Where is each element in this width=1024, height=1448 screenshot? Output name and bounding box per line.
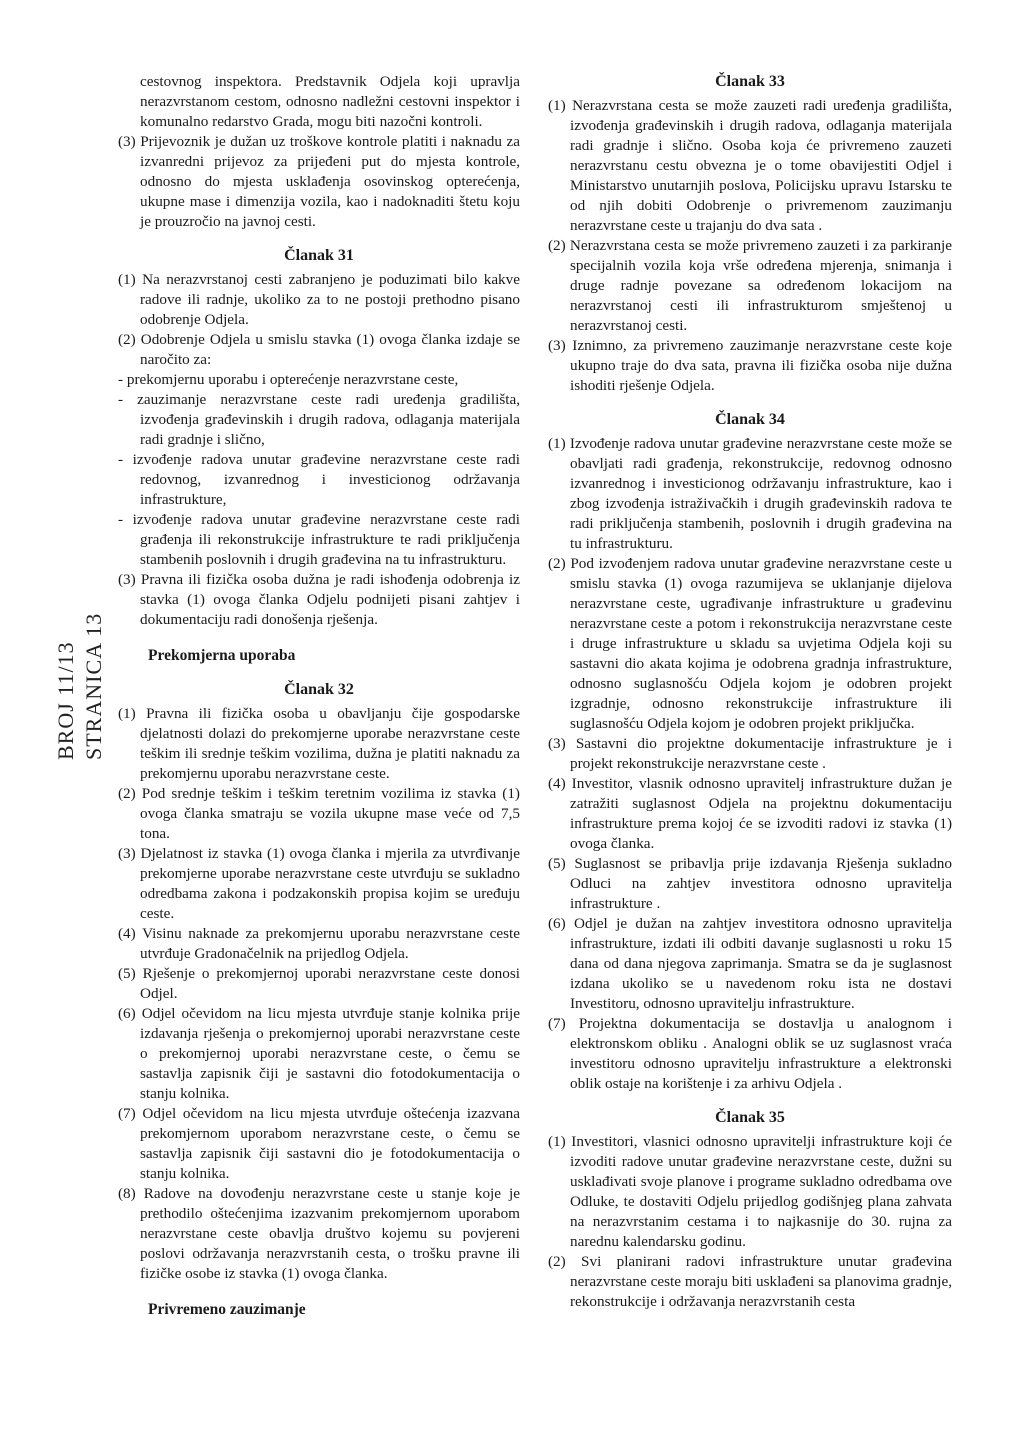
paragraph: (1) Nerazvrstana cesta se može zauzeti radi uređenja gradilišta, izvođenja građevinskih i drugih radova, odlaganja materijala radi gradnje i slično. Osoba koja će privremeno zauzeti nerazvrstanu cestu obvezna je o tome obavijestiti Odjel i Ministarstvo unutarnjih poslova, Policijsku upravu Istarsku te od njih dobiti Odobrenje o privremenom zauzimanju nerazvrstane ceste u trajanju do dva sata . [548, 97, 952, 234]
article-heading: Članak 31 [284, 247, 354, 264]
paragraph: (6) Odjel očevidom na licu mjesta utvrđuje stanje kolnika prije izdavanja rješenja o prekomjernoj uporabi nerazvrstane ceste o prekomjernoj uporabi nerazvrstane ceste, o čemu se sastavlja zapisnik čiji je sastavni dio fotodokumentacija o stanju kolnika. [118, 1005, 520, 1102]
paragraph: (7) Odjel očevidom na licu mjesta utvrđuje oštećenja izazvana prekomjernom uporabom nerazvrstane ceste, o čemu se sastavlja zapisnik čiji sastavni dio je fotodokumentacija o stanju kolnika. [118, 1105, 520, 1182]
side-page-header [42, 612, 122, 760]
paragraph: (5) Rješenje o prekomjernoj uporabi nerazvrstane ceste donosi Odjel. [118, 965, 520, 1002]
paragraph: (2) Svi planirani radovi infrastrukture unutar građevina nerazvrstane ceste moraju biti usklađeni sa planovima gradnje, rekonstrukcije i održavanja nerazvrstanih cesta [548, 1253, 952, 1310]
article-heading: Članak 32 [284, 681, 354, 698]
article-heading: Članak 35 [715, 1109, 785, 1126]
left-column [118, 72, 520, 1334]
list-item: - prekomjernu uporabu i opterećenje nerazvrstane ceste, [118, 371, 459, 388]
paragraph: (2) Pod srednje teškim i teškim teretnim vozilima iz stavka (1) ovoga članka smatraju se vozila ukupne mase veće od 7,5 tona. [118, 785, 520, 842]
paragraph: (4) Visinu naknade za prekomjernu uporabu nerazvrstane ceste utvrđuje Gradonačelnik na prijedlog Odjela. [118, 925, 520, 962]
section-heading: Privremeno zauzimanje [148, 1301, 306, 1318]
article-heading: Članak 34 [715, 411, 785, 428]
list-item: - izvođenje radova unutar građevine nerazvrstane ceste radi građenja ili rekonstrukcije infrastrukture te radi priključenja stambenih poslovnih i drugih građevina na tu infrastrukturu. [118, 511, 520, 568]
paragraph: (1) Pravna ili fizička osoba u obavljanju čije gospodarske djelatnosti dolazi do prekomjerne uporabe nerazvrstane ceste teškim ili srednje teškim vozilima, dužna je platiti naknadu za prekomjernu uporabu nerazvrstane ceste. [118, 705, 520, 782]
right-column [548, 72, 952, 1312]
paragraph: (7) Projektna dokumentacija se dostavlja u analognom i elektronskom obliku . Analogni oblik se uz suglasnost vraća investitoru odnosno upravitelju infrastrukture a elektronski oblik ostaje na korištenje i za arhivu Odjela . [548, 1015, 952, 1092]
paragraph: (1) Investitori, vlasnici odnosno upravitelji infrastrukture koji će izvoditi radove unutar građevine nerazvrstane ceste, dužni su usklađivati svoje planove i programe sukladno odredbama ove Odluke, te dostaviti Odjelu prijedlog godišnjeg plana zahvata na nerazvrstanim cestama i to najkasnije do 30. rujna za narednu kalendarsku godinu. [548, 1133, 952, 1250]
paragraph: (8) Radove na dovođenju nerazvrstane ceste u stanje koje je prethodilo oštećenjima izazvanim prekomjernom uporabom nerazvrstane ceste obavlja društvo kojemu su povjereni poslovi održavanja nerazvrstanih cesta, o trošku pravne ili fizičke osobe iz stavka (1) ovoga članka. [118, 1185, 520, 1282]
paragraph: (5) Suglasnost se pribavlja prije izdavanja Rješenja sukladno Odluci na zahtjev investitora odnosno upravitelja infrastrukture . [548, 855, 952, 912]
paragraph: (6) Odjel je dužan na zahtjev investitora odnosno upravitelja infrastrukture, izdati ili odbiti davanje suglasnosti u roku 15 dana od dana njegova zaprimanja. Smatra se da je suglasnost izdana ukoliko se u navedenom roku ista ne dostavi Investitoru, odnosno upravitelju infrastrukture. [548, 915, 952, 1012]
paragraph: (1) Na nerazvrstanoj cesti zabranjeno je poduzimati bilo kakve radove ili radnje, ukoliko za to ne postoji prethodno pisano odobrenje Odjela. [118, 271, 520, 328]
list-item: - zauzimanje nerazvrstane ceste radi uređenja gradilišta, izvođenja građevinskih i drugih radova, odlaganja materijala radi gradnje i slično, [118, 391, 520, 448]
intro-paragraph: cestovnog inspektora. Predstavnik Odjela koji upravlja nerazvrstanom cestom, odnosno nadležni cestovni inspektor i komunalno redarstvo Grada, mogu biti nazočni kontroli. [140, 73, 520, 130]
paragraph: (3) Sastavni dio projektne dokumentacije infrastrukture je i projekt rekonstrukcije nerazvrstane ceste . [548, 735, 952, 772]
paragraph: (3) Iznimno, za privremeno zauzimanje nerazvrstane ceste koje ukupno traje do dva sata, pravna ili fizička osoba nije dužna ishoditi rješenje Odjela. [548, 337, 952, 394]
issue-number: BROJ 11/13 [53, 641, 78, 760]
paragraph: (3) Pravna ili fizička osoba dužna je radi ishođenja odobrenja iz stavka (1) ovoga članka Odjelu podnijeti pisani zahtjev i dokumentaciju radi donošenja rješenja. [118, 571, 520, 628]
paragraph: (4) Investitor, vlasnik odnosno upravitelj infrastrukture dužan je zatražiti suglasnost Odjela na projektnu dokumentaciju infrastrukture prema kojoj će se izvoditi radovi iz stavka (1) ovoga članka. [548, 775, 952, 852]
article-heading: Članak 33 [715, 73, 785, 90]
paragraph: (3) Djelatnost iz stavka (1) ovoga članka i mjerila za utvrđivanje prekomjerne uporabe nerazvrstane ceste utvrđuju se sukladno odredbama zakona i podzakonskih propisa kojim se uređuju ceste. [118, 845, 520, 922]
paragraph: (3) Prijevoznik je dužan uz troškove kontrole platiti i naknadu za izvanredni prijevoz za prijeđeni put do mjesta kontrole, odnosno do mjesta usklađenja osovinskog opterećenja, ukupne mase i dimenzija vozila, kao i nadoknaditi štetu koju je prouzročio na javnoj cesti. [118, 133, 520, 230]
list-item: - izvođenje radova unutar građevine nerazvrstane ceste radi redovnog, izvanrednog i investicionog održavanja infrastrukture, [118, 451, 520, 508]
page-number: STRANICA 13 [81, 612, 106, 760]
paragraph: (2) Nerazvrstana cesta se može privremeno zauzeti i za parkiranje specijalnih vozila koja vrše određena mjerenja, snimanja i druge radnje povezane sa određenom lokacijom na nerazvrstanoj cesti ili infrastrukturom smještenoj u nerazvrstanoj cesti. [548, 237, 952, 334]
section-heading: Prekomjerna uporaba [148, 647, 296, 664]
paragraph: (1) Izvođenje radova unutar građevine nerazvrstane ceste može se obavljati radi građenja, rekonstrukcije, redovnog odnosno izvanrednog i investicionog održavanju infrastrukture, kao i zbog izvođenja istraživačkih i drugih građevinskih radova te radi priključenja stambenih, poslovnih i drugih građevina na tu infrastrukturu. [548, 435, 952, 552]
paragraph: (2) Odobrenje Odjela u smislu stavka (1) ovoga članka izdaje se naročito za: [118, 331, 520, 368]
paragraph: (2) Pod izvođenjem radova unutar građevine nerazvrstane ceste u smislu stavka (1) ovoga razumijeva se uklanjanje dijelova nerazvrstane ceste, ugrađivanje infrastrukture u građevinu nerazvrstane ceste a potom i rekonstrukcija nerazvrstane ceste i druge infrastrukture u skladu sa uvjetima Odjela koji su sastavni dio akata kojima je odobrena gradnja infrastrukture, odnosno suglasnošću Odjela kojom je odobren projekt izgradnje, odnosno rekonstrukcije infrastrukture ili suglasnošću Odjela kojom je odobren projekt priključka. [548, 555, 952, 732]
